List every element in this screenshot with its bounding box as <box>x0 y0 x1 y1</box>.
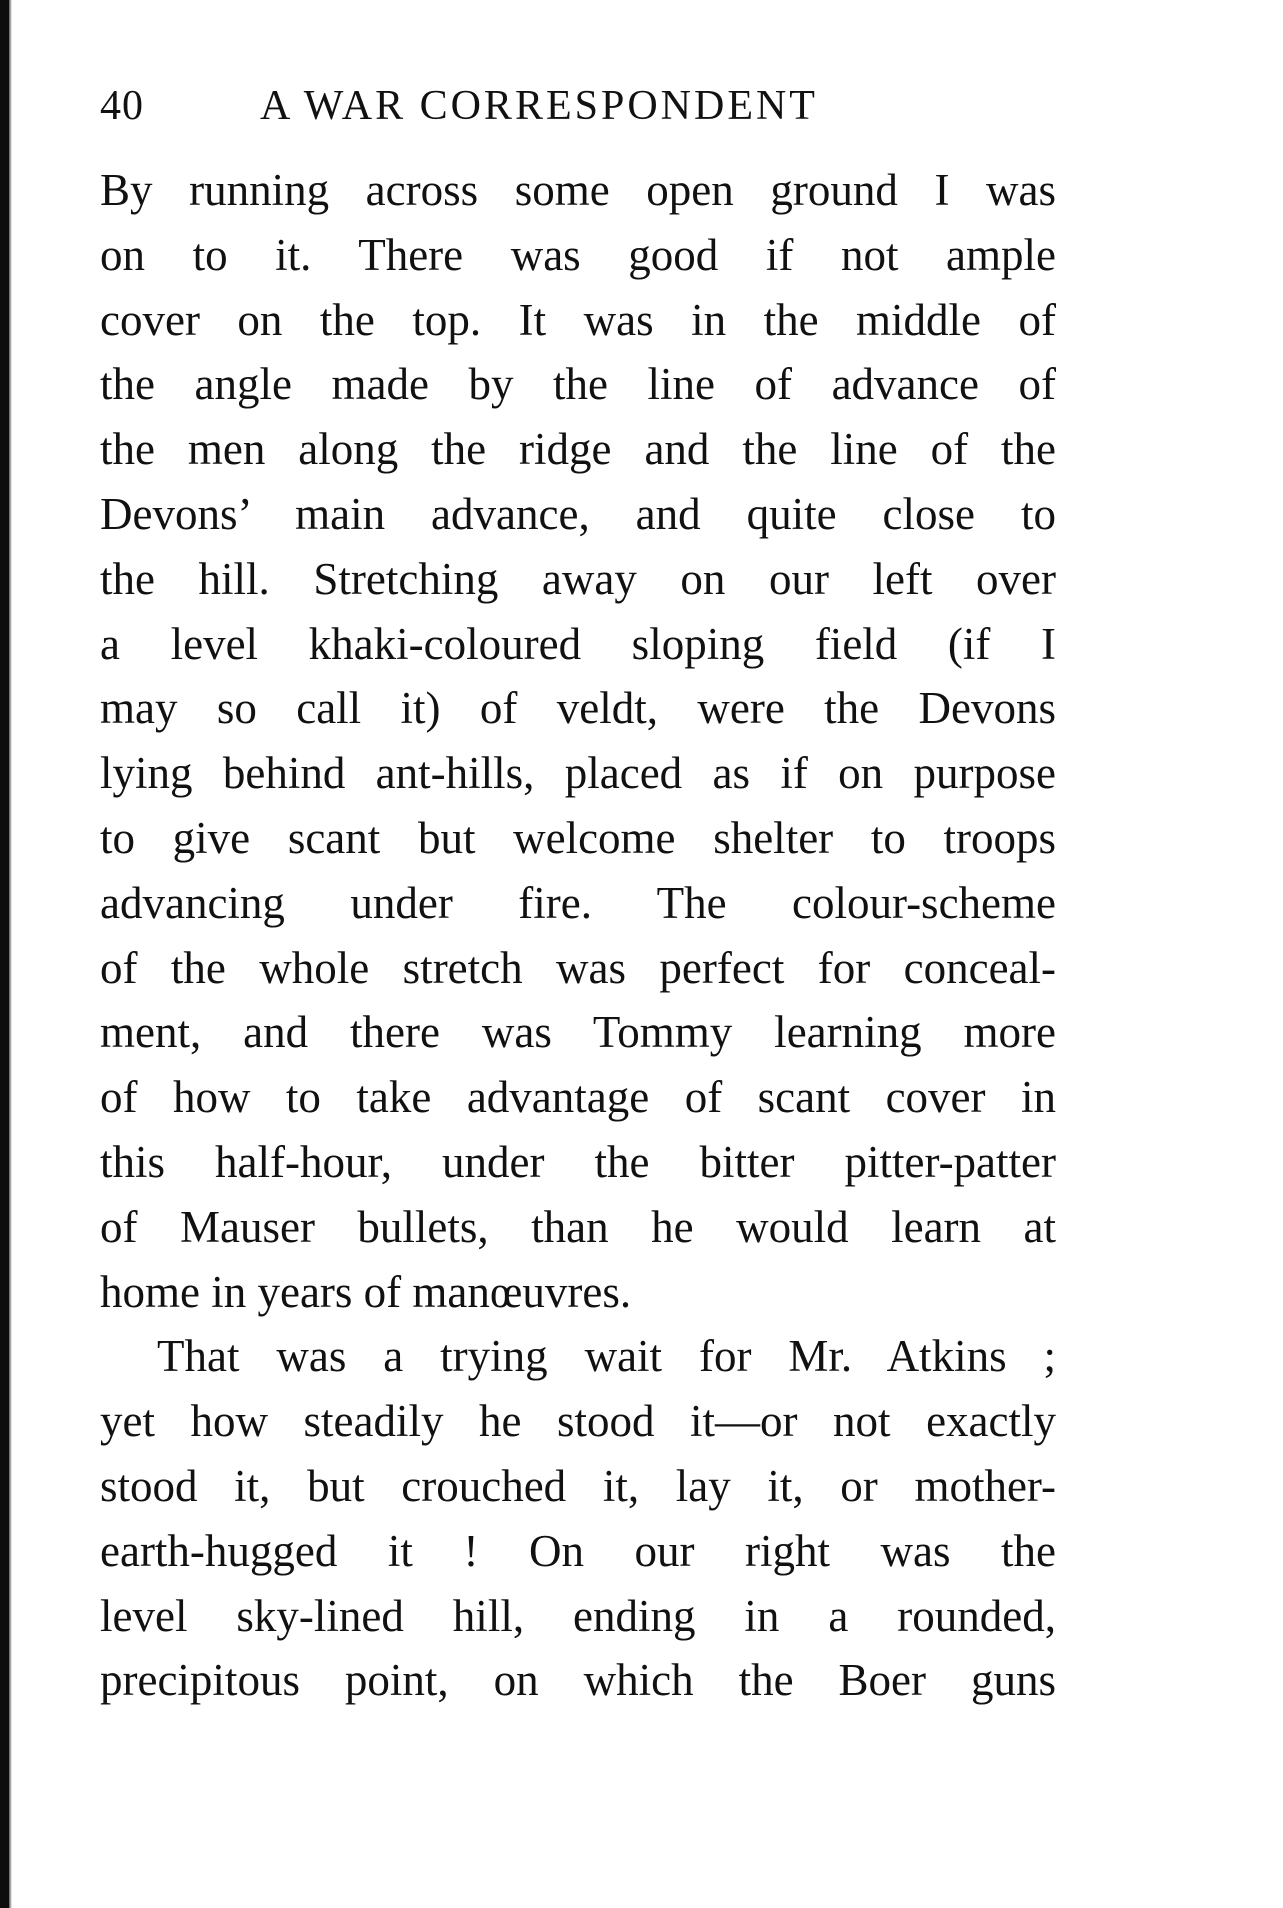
text-line: precipitous point, on which the Boer guns <box>100 1655 1056 1706</box>
text-line: Devons’ main advance, and quite close to <box>100 488 1056 539</box>
body-text <box>100 158 1056 1713</box>
text-line: level sky-lined hill, ending in a rounded, <box>100 1590 1056 1641</box>
text-line: By running across some open ground I was <box>100 165 1056 215</box>
text-line: this half-hour, under the bitter pitter-patter <box>100 1136 1056 1187</box>
running-head <box>100 76 1060 136</box>
text-line: to give scant but welcome shelter to troops <box>100 812 1056 863</box>
text-line: of how to take advantage of scant cover in <box>100 1072 1056 1123</box>
text-line: cover on the top. It was in the middle of <box>100 294 1056 345</box>
text-line: yet how steadily he stood it—or not exactly <box>100 1396 1056 1447</box>
text-line: earth-hugged it ! On our right was the <box>100 1525 1056 1576</box>
text-line: the men along the ridge and the line of the <box>100 424 1056 475</box>
text-line: the angle made by the line of advance of <box>100 359 1056 410</box>
text-line: on to it. There was good if not ample <box>100 229 1056 280</box>
text-line: ment, and there was Tommy learning more <box>100 1007 1056 1058</box>
text-line: may so call it) of veldt, were the Devons <box>100 683 1056 734</box>
text-line: a level khaki-coloured sloping field (if I <box>100 618 1056 669</box>
text-line: That was a trying wait for Mr. Atkins ; <box>157 1331 1056 1382</box>
paragraph-2 <box>100 1324 1056 1713</box>
text-line: home in years of manœuvres. <box>100 1266 632 1317</box>
text-line: stood it, but crouched it, lay it, or mother- <box>100 1460 1056 1511</box>
text-line: of Mauser bullets, than he would learn at <box>100 1201 1056 1252</box>
running-title: A WAR CORRESPONDENT <box>260 83 818 129</box>
binding-edge <box>0 0 9 1908</box>
text-line: lying behind ant-hills, placed as if on purpose <box>100 748 1056 799</box>
text-line: advancing under fire. The colour-scheme <box>100 877 1056 928</box>
text-line: the hill. Stretching away on our left over <box>100 553 1056 604</box>
page-number: 40 <box>100 83 144 129</box>
text-line: of the whole stretch was perfect for conceal- <box>100 942 1056 993</box>
paragraph-1 <box>100 158 1056 1324</box>
